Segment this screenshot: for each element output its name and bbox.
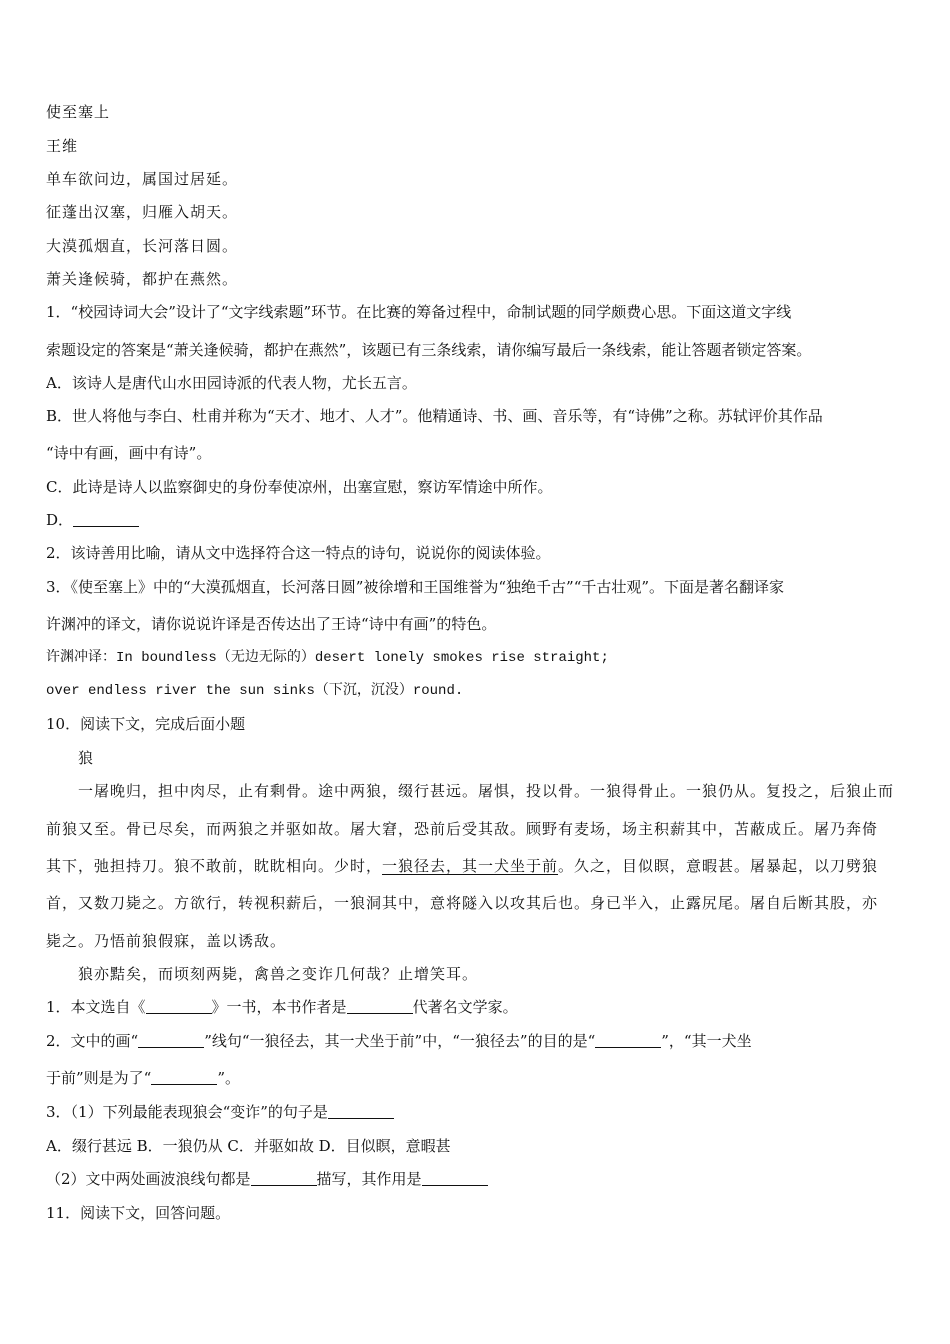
wavy-underlined-sentence: 屠暴起，以刀劈狼: [750, 857, 879, 875]
question-10-2-line-2: [46, 1069, 910, 1087]
poem-title: 使至塞上: [46, 103, 111, 121]
answer-blank: [422, 1171, 488, 1186]
passage-line-6: 狼亦黠矣，而顷刻两毙，禽兽之变诈几何哉？止增笑耳。: [78, 965, 479, 983]
option-c: C．此诗是诗人以监察御史的身份奉使凉州，出塞宣慰，察访军情途中所作。: [46, 478, 553, 496]
poem-line-4: 萧关逢候骑，都护在燕然。: [46, 270, 239, 288]
option-d-label: D．: [46, 511, 74, 529]
q-text: 于前”则是为了“: [46, 1069, 152, 1087]
question-10-1: [46, 998, 910, 1016]
translation-line-2: over endless river the sun sinks（下沉，沉没）round.: [46, 683, 464, 699]
q-text: ”线句“一狼径去，其一犬坐于前”中，“一狼径去”的目的是“: [204, 1032, 596, 1050]
poem-line-2: 征蓬出汉塞，归雁入胡天。: [46, 203, 239, 221]
question-10-3-2: [46, 1170, 910, 1188]
wavy-underlined-sentence: 首，又数刀毙之: [46, 894, 159, 912]
passage-title: 狼: [78, 749, 95, 767]
poem-line-3: 大漠孤烟直，长河落日圆。: [46, 237, 239, 255]
answer-blank: [146, 999, 212, 1014]
option-b-line-1: B．世人将他与李白、杜甫并称为“天才、地才、人才”。他精通诗、书、画、音乐等，有“诗佛”之称。苏轼评价其作品: [46, 407, 823, 425]
q-text: 1．本文选自《: [46, 998, 146, 1016]
question-3-line-1: 3．《使至塞上》中的“大漠孤烟直，长河落日圆”被徐增和王国维誉为“独绝千古”“千古壮观”。下面是著名翻译家: [46, 578, 785, 596]
answer-blank: [138, 1033, 204, 1048]
passage-line-3: [46, 857, 910, 875]
section-11-heading: 11．阅读下文，回答问题。: [46, 1204, 231, 1222]
answer-blank: [347, 999, 413, 1014]
wavy-underlined-sentence: 毙之: [46, 932, 79, 950]
passage-text: 。方欲行，转视积薪后，一狼洞其中，意将隧入以攻其后也。身已半入，止露尻尾。: [158, 894, 751, 912]
q-text: 代著名文学家。: [412, 998, 518, 1016]
passage-text: 。久之，目似瞑，意暇甚。: [558, 857, 751, 875]
passage-line-1: 一屠晚归，担中肉尽，止有剩骨。途中两狼，缀行甚远。屠惧，投以骨。一狼得骨止。一狼仍从。复投之，后狼止而: [78, 782, 895, 800]
question-10-3-1: [46, 1103, 910, 1121]
question-2: 2．该诗善用比喻，请从文中选择符合这一特点的诗句，说说你的阅读体验。: [46, 544, 551, 562]
option-a: A．该诗人是唐代山水田园诗派的代表人物，尤长五言。: [46, 374, 417, 392]
answer-blank: [251, 1171, 317, 1186]
question-10-3-options: A．缀行甚远 B．一狼仍从 C．并驱如故 D．目似瞑，意暇甚: [46, 1137, 451, 1155]
passage-line-4: [46, 894, 910, 912]
question-3-line-2: 许渊冲的译文，请你说说许译是否传达出了王诗“诗中有画”的特色。: [46, 615, 497, 633]
section-10-heading: 10．阅读下文，完成后面小题: [46, 715, 246, 733]
translation-line-1: 许渊冲译：In boundless（无边无际的）desert lonely smokes rise straight;: [46, 650, 609, 666]
q-text: 3．（1）下列最能表现狼会“变诈”的句子是: [46, 1103, 328, 1121]
answer-blank: [151, 1070, 217, 1085]
q-text: ”，“其一犬坐: [661, 1032, 752, 1050]
poem-author: 王维: [46, 137, 79, 155]
wavy-underlined-sentence: 屠自后断其股，亦: [750, 894, 879, 912]
question-10-2-line-1: [46, 1032, 910, 1050]
question-1-line-1: 1．“校园诗词大会”设计了“文字线索题”环节。在比赛的筹备过程中，命制试题的同学颇费心思。下面这道文字线: [46, 303, 792, 321]
q-text: 》一书，本书作者是: [211, 998, 347, 1016]
passage-text: 。乃悟前狼假寐，盖以诱敌。: [78, 932, 287, 950]
option-d: [46, 511, 910, 529]
question-1-line-2: 索题设定的答案是“萧关逢候骑，都护在燕然”，该题已有三条线索，请你编写最后一条线索，能让答题者锁定答案。: [46, 341, 812, 359]
option-b-line-2: “诗中有画，画中有诗”。: [46, 444, 212, 462]
q-text: 2．文中的画“: [46, 1032, 139, 1050]
answer-blank: [328, 1104, 394, 1119]
passage-line-5: [46, 932, 910, 950]
q-text: 描写，其作用是: [316, 1170, 422, 1188]
answer-blank: [595, 1033, 661, 1048]
answer-blank: [73, 512, 139, 527]
poem-line-1: 单车欲问边，属国过居延。: [46, 170, 239, 188]
q-text: （2）文中两处画波浪线句都是: [46, 1170, 251, 1188]
q-text: ”。: [217, 1069, 241, 1087]
underlined-sentence: 一狼径去，其一犬坐于前: [382, 857, 559, 875]
passage-line-2: 前狼又至。骨已尽矣，而两狼之并驱如故。屠大窘，恐前后受其敌。顾野有麦场，场主积薪其中，苫蔽成丘。屠乃奔倚: [46, 820, 879, 838]
passage-text: 其下，弛担持刀。狼不敢前，眈眈相向。少时，: [46, 857, 383, 875]
